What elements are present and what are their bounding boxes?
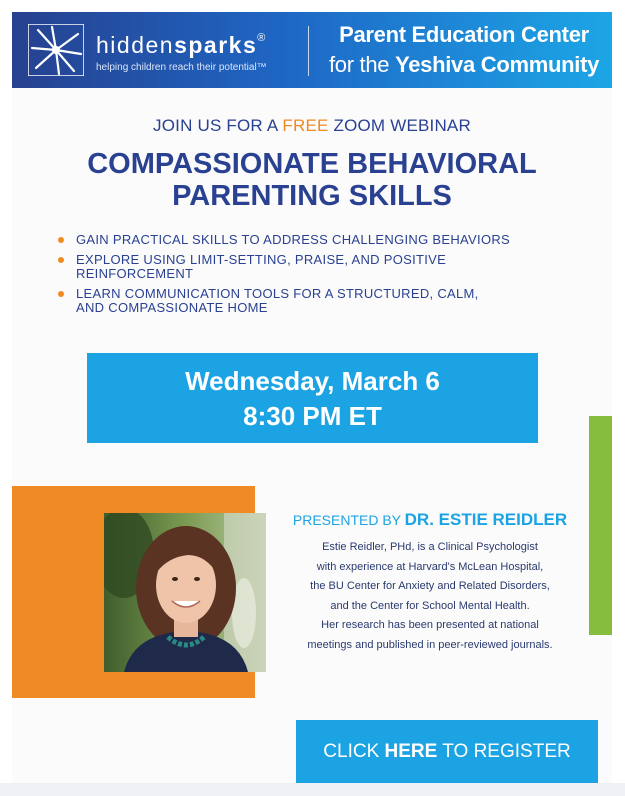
webinar-title <box>12 148 612 212</box>
event-date: Wednesday, March 6 <box>185 366 440 396</box>
bio-line: Her research has been presented at national <box>321 619 539 632</box>
bullet-dot-icon <box>58 257 64 263</box>
presented-by-label: PRESENTED BY <box>292 512 405 528</box>
bio-line: Estie Reidler, PHd, is a Clinical Psychologist <box>322 541 538 553</box>
register-button[interactable] <box>296 720 598 783</box>
pec-subtitle <box>318 52 610 78</box>
pec-for: for the <box>328 52 396 77</box>
brand-name <box>96 32 267 59</box>
cta-here[interactable]: HERE <box>384 741 438 762</box>
list-item <box>58 287 578 315</box>
header-divider <box>308 26 309 76</box>
bottom-strip <box>0 783 625 796</box>
join-webinar-line <box>12 116 612 136</box>
presenter-name: DR. ESTIE REIDLER <box>404 510 568 529</box>
title-line-1: COMPASSIONATE BEHAVIORAL <box>87 148 537 180</box>
join-free: FREE <box>282 116 329 135</box>
brand-tagline: helping children reach their potential™ <box>96 62 267 73</box>
bullet-dot-icon <box>58 291 64 297</box>
bullet-text-line: EXPLORE USING LIMIT-SETTING, PRAISE, AND POSITIVE <box>76 252 447 267</box>
join-prefix: JOIN US FOR A <box>153 116 283 135</box>
list-item <box>58 253 578 281</box>
presenter-photo <box>104 513 266 672</box>
event-date-box <box>87 353 538 443</box>
event-time: 8:30 PM ET <box>243 401 382 431</box>
cta-prefix[interactable]: CLICK <box>323 741 385 762</box>
join-suffix: ZOOM WEBINAR <box>328 116 471 135</box>
registered-mark: ® <box>257 32 267 44</box>
bio-line: meetings and published in peer-reviewed journals. <box>307 638 553 651</box>
bullet-dot-icon <box>58 237 64 243</box>
brand-name-light: hidden <box>96 32 175 58</box>
bio-line: and the Center for School Mental Health. <box>330 599 530 612</box>
bullet-text-line: AND COMPASSIONATE HOME <box>76 300 268 315</box>
bio-line: with experience at Harvard's McLean Hospital, <box>316 560 544 573</box>
starburst-logo-icon <box>28 24 84 76</box>
list-item <box>58 233 578 247</box>
pec-title: Parent Education Center <box>339 22 589 47</box>
bio-line: the BU Center for Anxiety and Related Disorders, <box>310 580 550 593</box>
presenter-bio <box>276 538 584 656</box>
presented-by <box>278 510 582 530</box>
bullet-text-line: LEARN COMMUNICATION TOOLS FOR A STRUCTURED, CALM, <box>76 286 479 301</box>
benefits-list <box>58 233 578 321</box>
header-banner <box>12 12 612 88</box>
green-accent-bar <box>589 416 612 635</box>
brand-name-bold: sparks <box>174 32 258 58</box>
bullet-text-line: GAIN PRACTICAL SKILLS TO ADDRESS CHALLENGING BEHAVIORS <box>76 232 511 247</box>
register-button-label[interactable] <box>296 741 598 763</box>
pec-community: Yeshiva Community <box>395 52 600 77</box>
cta-suffix[interactable]: TO REGISTER <box>437 741 571 762</box>
bullet-text-line: REINFORCEMENT <box>76 266 194 281</box>
title-line-2: PARENTING SKILLS <box>172 180 452 212</box>
